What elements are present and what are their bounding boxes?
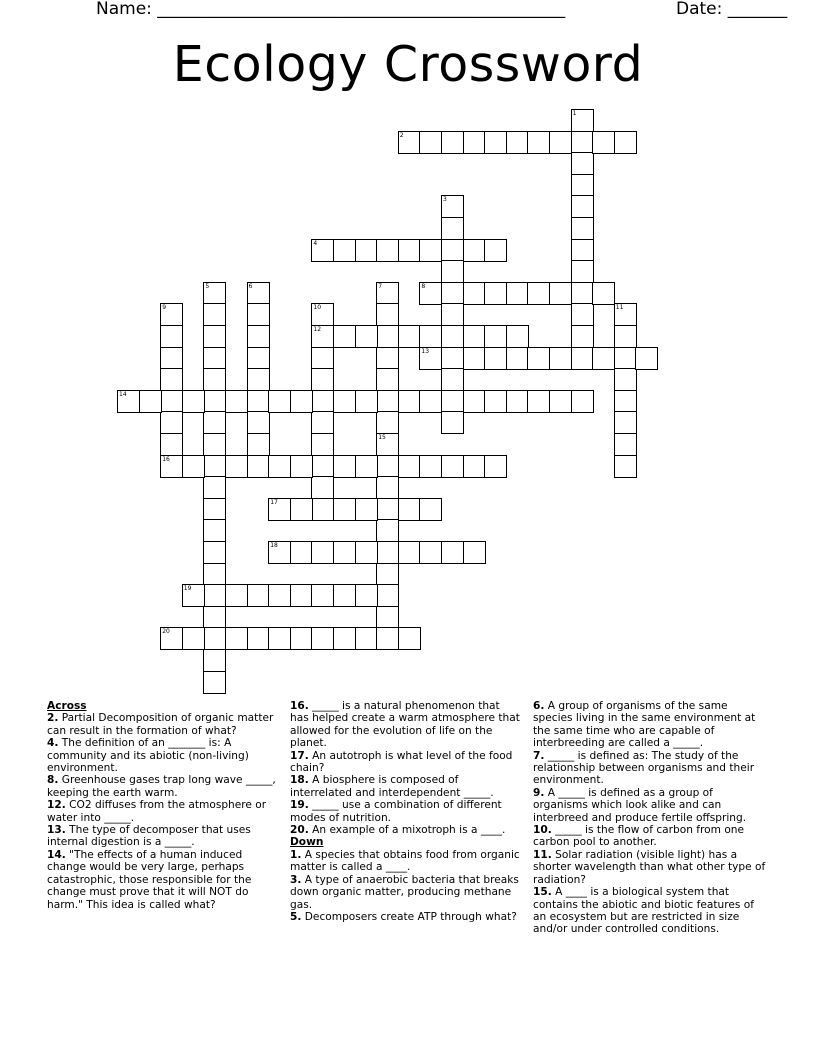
grid-cell[interactable] bbox=[527, 390, 550, 413]
clue-text: A type of anaerobic bacteria that breaks down organic matter, producing methane gas. bbox=[290, 873, 519, 911]
grid-cell[interactable] bbox=[398, 390, 421, 413]
grid-cell[interactable] bbox=[290, 541, 313, 564]
grid-cell[interactable] bbox=[311, 325, 334, 348]
grid-cell[interactable] bbox=[247, 584, 270, 607]
grid-cell[interactable] bbox=[571, 260, 594, 283]
grid-cell[interactable] bbox=[376, 563, 399, 586]
grid-cell[interactable] bbox=[441, 411, 464, 434]
grid-cell[interactable] bbox=[160, 433, 183, 456]
clue-column-1 bbox=[47, 700, 279, 911]
clue-number: 5. bbox=[290, 910, 302, 923]
grid-cell[interactable] bbox=[376, 282, 399, 305]
grid-cell[interactable] bbox=[376, 498, 399, 521]
grid-cell[interactable] bbox=[571, 174, 594, 197]
grid-cell[interactable] bbox=[441, 131, 464, 154]
clue-number-label: 11 bbox=[615, 304, 624, 312]
grid-cell[interactable] bbox=[484, 325, 507, 348]
grid-cell[interactable] bbox=[225, 627, 248, 650]
clue-number-label: 13 bbox=[421, 347, 430, 355]
grid-cell[interactable] bbox=[333, 627, 356, 650]
clue-number: 13. bbox=[47, 824, 66, 837]
grid-cell[interactable] bbox=[441, 239, 464, 262]
grid-cell[interactable] bbox=[290, 455, 313, 478]
clue-number: 19. bbox=[290, 799, 309, 812]
grid-cell[interactable] bbox=[247, 411, 270, 434]
clue-number: 9. bbox=[533, 786, 545, 799]
grid-cell[interactable] bbox=[419, 455, 442, 478]
clue-text: The type of decomposer that uses internal digestion is a _____. bbox=[47, 824, 251, 849]
down-heading: Down bbox=[290, 836, 324, 849]
grid-cell[interactable] bbox=[203, 476, 226, 499]
grid-cell[interactable] bbox=[355, 390, 378, 413]
grid-cell[interactable] bbox=[203, 303, 226, 326]
clue-text: A biosphere is composed of interrelated and interdependent _____. bbox=[290, 774, 494, 799]
grid-cell[interactable] bbox=[484, 347, 507, 370]
grid-cell[interactable] bbox=[268, 455, 291, 478]
grid-cell[interactable] bbox=[419, 347, 442, 370]
page-title: Ecology Crossword bbox=[172, 36, 644, 93]
clue-number: 2. bbox=[47, 712, 59, 725]
grid-cell[interactable] bbox=[376, 519, 399, 542]
grid-cell[interactable] bbox=[247, 455, 270, 478]
clue-number: 16. bbox=[290, 700, 309, 712]
clue-item bbox=[290, 911, 520, 923]
grid-cell[interactable] bbox=[376, 627, 399, 650]
grid-cell[interactable] bbox=[139, 390, 162, 413]
grid-cell[interactable] bbox=[203, 325, 226, 348]
clue-number: 6. bbox=[533, 700, 545, 712]
name-field-label: Name: ________________________________________________ bbox=[96, 0, 566, 19]
grid-cell[interactable] bbox=[160, 325, 183, 348]
grid-cell[interactable] bbox=[160, 411, 183, 434]
clue-text: The definition of an _______ is: A community and its abiotic (non-living) environment. bbox=[47, 737, 249, 775]
grid-cell[interactable] bbox=[549, 282, 572, 305]
grid-cell[interactable] bbox=[247, 325, 270, 348]
grid-cell[interactable] bbox=[355, 541, 378, 564]
grid-cell[interactable] bbox=[419, 390, 442, 413]
grid-cell[interactable] bbox=[290, 498, 313, 521]
grid-cell[interactable] bbox=[441, 282, 464, 305]
grid-cell[interactable] bbox=[311, 390, 334, 413]
clue-number-label: 3 bbox=[443, 196, 447, 204]
grid-cell[interactable] bbox=[419, 541, 442, 564]
clue-item bbox=[533, 700, 769, 750]
grid-cell[interactable] bbox=[441, 303, 464, 326]
grid-cell[interactable] bbox=[398, 455, 421, 478]
grid-cell[interactable] bbox=[290, 584, 313, 607]
grid-cell[interactable] bbox=[463, 282, 486, 305]
grid-cell[interactable] bbox=[592, 282, 615, 305]
grid-cell[interactable] bbox=[182, 627, 205, 650]
grid-cell[interactable] bbox=[398, 239, 421, 262]
grid-cell[interactable] bbox=[549, 131, 572, 154]
grid-cell[interactable] bbox=[463, 390, 486, 413]
grid-cell[interactable] bbox=[203, 606, 226, 629]
clue-number: 7. bbox=[533, 749, 545, 762]
clue-item bbox=[290, 799, 520, 824]
grid-cell[interactable] bbox=[160, 627, 183, 650]
grid-cell[interactable] bbox=[160, 303, 183, 326]
clue-number-label: 17 bbox=[270, 498, 278, 506]
grid-cell[interactable] bbox=[484, 282, 507, 305]
grid-cell[interactable] bbox=[311, 584, 334, 607]
grid-cell[interactable] bbox=[484, 455, 507, 478]
grid-cell[interactable] bbox=[311, 627, 334, 650]
grid-cell[interactable] bbox=[484, 131, 507, 154]
clue-item bbox=[47, 737, 279, 774]
clue-number: 15. bbox=[533, 886, 552, 899]
grid-cell[interactable] bbox=[441, 541, 464, 564]
grid-cell[interactable] bbox=[376, 390, 399, 413]
clue-item bbox=[533, 849, 769, 886]
grid-cell[interactable] bbox=[549, 347, 572, 370]
grid-cell[interactable] bbox=[311, 476, 334, 499]
grid-cell[interactable] bbox=[614, 433, 637, 456]
date-field-label: Date: _______ bbox=[676, 0, 788, 19]
grid-cell[interactable] bbox=[376, 347, 399, 370]
grid-cell[interactable] bbox=[398, 541, 421, 564]
grid-cell[interactable] bbox=[268, 390, 291, 413]
grid-cell[interactable] bbox=[355, 239, 378, 262]
grid-cell[interactable] bbox=[247, 347, 270, 370]
clue-text: Greenhouse gases trap long wave _____, keeping the earth warm. bbox=[47, 774, 276, 799]
clue-text: _____ is the flow of carbon from one carbon pool to another. bbox=[533, 824, 745, 849]
clue-number: 1. bbox=[290, 848, 302, 861]
clue-number-label: 19 bbox=[183, 585, 192, 593]
grid-cell[interactable] bbox=[441, 347, 464, 370]
grid-cell[interactable] bbox=[311, 498, 334, 521]
clue-number: 8. bbox=[47, 774, 59, 787]
clue-text: An autotroph is what level of the food chain? bbox=[290, 749, 513, 775]
grid-cell[interactable] bbox=[614, 368, 637, 391]
grid-cell[interactable] bbox=[635, 347, 658, 370]
clue-column-3 bbox=[533, 700, 769, 936]
grid-cell[interactable] bbox=[182, 390, 205, 413]
grid-cell[interactable] bbox=[419, 239, 442, 262]
grid-cell[interactable] bbox=[376, 584, 399, 607]
grid-cell[interactable] bbox=[527, 131, 550, 154]
grid-cell[interactable] bbox=[182, 584, 205, 607]
grid-cell[interactable] bbox=[160, 390, 183, 413]
grid-cell[interactable] bbox=[527, 282, 550, 305]
clue-number: 4. bbox=[47, 737, 59, 750]
grid-cell[interactable] bbox=[419, 325, 442, 348]
grid-cell[interactable] bbox=[203, 498, 226, 521]
grid-cell[interactable] bbox=[571, 239, 594, 262]
clue-item bbox=[47, 712, 279, 737]
grid-cell[interactable] bbox=[419, 282, 442, 305]
clue-text: A species that obtains food from organic matter is called a ____. bbox=[290, 848, 520, 874]
grid-cell[interactable] bbox=[333, 498, 356, 521]
grid-cell[interactable] bbox=[203, 433, 226, 456]
clue-text: A group of organisms of the same species living in the same environment at the same time who are capable of interbreeding are called a _____. bbox=[533, 700, 756, 750]
clue-text: A ____ is a biological system that contains the abiotic and biotic features of an ecosystem but are restricted in size and/or under controlled conditions. bbox=[533, 886, 754, 936]
grid-cell[interactable] bbox=[398, 627, 421, 650]
grid-cell[interactable] bbox=[592, 347, 615, 370]
clue-item bbox=[47, 824, 279, 849]
grid-cell[interactable] bbox=[311, 368, 334, 391]
clue-item bbox=[290, 824, 520, 836]
clue-number: 17. bbox=[290, 749, 309, 762]
grid-cell[interactable] bbox=[506, 347, 529, 370]
grid-cell[interactable] bbox=[182, 455, 205, 478]
clue-number-label: 16 bbox=[162, 455, 170, 463]
clue-number-label: 12 bbox=[313, 326, 322, 333]
grid-cell[interactable] bbox=[290, 627, 313, 650]
grid-cell[interactable] bbox=[311, 303, 334, 326]
grid-cell[interactable] bbox=[311, 411, 334, 434]
grid-cell[interactable] bbox=[376, 606, 399, 629]
clue-text: Decomposers create ATP through what? bbox=[301, 910, 517, 923]
grid-cell[interactable] bbox=[203, 671, 226, 694]
clue-number: 3. bbox=[290, 873, 302, 886]
grid-cell[interactable] bbox=[117, 390, 140, 413]
grid-cell[interactable] bbox=[160, 368, 183, 391]
grid-cell[interactable] bbox=[355, 455, 378, 478]
clue-item bbox=[533, 824, 769, 849]
grid-cell[interactable] bbox=[441, 368, 464, 391]
grid-cell[interactable] bbox=[571, 195, 594, 218]
clue-number: 20. bbox=[290, 824, 309, 837]
clue-number-label: 18 bbox=[270, 542, 278, 549]
grid-cell[interactable] bbox=[571, 109, 594, 132]
clue-item bbox=[533, 787, 769, 824]
grid-cell[interactable] bbox=[398, 131, 421, 154]
grid-cell[interactable] bbox=[419, 131, 442, 154]
grid-cell[interactable] bbox=[311, 455, 334, 478]
grid-cell[interactable] bbox=[333, 541, 356, 564]
clue-number-label: 8 bbox=[421, 282, 426, 290]
grid-cell[interactable] bbox=[549, 390, 572, 413]
clue-number-label: 15 bbox=[378, 434, 386, 441]
grid-cell[interactable] bbox=[203, 411, 226, 434]
grid-cell[interactable] bbox=[398, 325, 421, 348]
grid-cell[interactable] bbox=[441, 217, 464, 240]
grid-cell[interactable] bbox=[376, 239, 399, 262]
clue-item bbox=[47, 774, 279, 799]
grid-cell[interactable] bbox=[247, 282, 270, 305]
grid-cell[interactable] bbox=[571, 390, 594, 413]
grid-cell[interactable] bbox=[484, 390, 507, 413]
grid-cell[interactable] bbox=[506, 131, 529, 154]
grid-cell[interactable] bbox=[614, 347, 637, 370]
grid-cell[interactable] bbox=[441, 325, 464, 348]
grid-cell[interactable] bbox=[484, 239, 507, 262]
grid-cell[interactable] bbox=[203, 563, 226, 586]
clue-text: Solar radiation (visible light) has a shorter wavelength than what other type of radiation? bbox=[533, 848, 766, 886]
grid-cell[interactable] bbox=[225, 390, 248, 413]
clue-number-label: 9 bbox=[162, 304, 167, 312]
grid-cell[interactable] bbox=[268, 584, 291, 607]
grid-cell[interactable] bbox=[203, 627, 226, 650]
across-heading: Across bbox=[47, 700, 87, 712]
grid-cell[interactable] bbox=[441, 455, 464, 478]
clue-number-label: 1 bbox=[572, 110, 577, 117]
grid-cell[interactable] bbox=[376, 455, 399, 478]
clue-item bbox=[290, 849, 520, 874]
grid-cell[interactable] bbox=[355, 584, 378, 607]
clue-item bbox=[47, 849, 279, 911]
grid-cell[interactable] bbox=[441, 390, 464, 413]
grid-cell[interactable] bbox=[355, 627, 378, 650]
clue-item bbox=[290, 774, 520, 799]
grid-cell[interactable] bbox=[463, 347, 486, 370]
grid-cell[interactable] bbox=[225, 455, 248, 478]
grid-cell[interactable] bbox=[311, 347, 334, 370]
clue-number-label: 6 bbox=[248, 282, 253, 290]
grid-cell[interactable] bbox=[527, 347, 550, 370]
grid-cell[interactable] bbox=[376, 325, 399, 348]
grid-cell[interactable] bbox=[160, 455, 183, 478]
grid-cell[interactable] bbox=[247, 433, 270, 456]
clue-text: An example of a mixotroph is a ____. bbox=[308, 824, 506, 837]
grid-cell[interactable] bbox=[506, 282, 529, 305]
clue-number-label: 14 bbox=[119, 390, 127, 398]
clue-item bbox=[533, 750, 769, 787]
grid-cell[interactable] bbox=[592, 131, 615, 154]
grid-cell[interactable] bbox=[571, 282, 594, 305]
grid-cell[interactable] bbox=[311, 433, 334, 456]
grid-cell[interactable] bbox=[203, 541, 226, 564]
grid-cell[interactable] bbox=[376, 411, 399, 434]
grid-cell[interactable] bbox=[160, 347, 183, 370]
grid-cell[interactable] bbox=[614, 325, 637, 348]
grid-cell[interactable] bbox=[311, 541, 334, 564]
grid-cell[interactable] bbox=[203, 519, 226, 542]
grid-cell[interactable] bbox=[333, 390, 356, 413]
grid-cell[interactable] bbox=[355, 498, 378, 521]
clue-text: _____ is a natural phenomenon that has helped create a warm atmosphere that allowed for the evolution of life on the planet. bbox=[290, 700, 520, 750]
clue-column-2 bbox=[290, 700, 520, 923]
grid-cell[interactable] bbox=[203, 584, 226, 607]
grid-cell[interactable] bbox=[268, 498, 291, 521]
grid-cell[interactable] bbox=[571, 152, 594, 175]
grid-cell[interactable] bbox=[203, 649, 226, 672]
grid-cell[interactable] bbox=[290, 390, 313, 413]
grid-cell[interactable] bbox=[463, 541, 486, 564]
grid-cell[interactable] bbox=[203, 368, 226, 391]
grid-cell[interactable] bbox=[614, 131, 637, 154]
grid-cell[interactable] bbox=[333, 455, 356, 478]
clue-number-label: 20 bbox=[162, 628, 170, 636]
grid-cell[interactable] bbox=[506, 390, 529, 413]
grid-cell[interactable] bbox=[441, 260, 464, 283]
grid-cell[interactable] bbox=[614, 390, 637, 413]
clue-item bbox=[290, 750, 520, 775]
grid-cell[interactable] bbox=[506, 325, 529, 348]
grid-cell[interactable] bbox=[355, 325, 378, 348]
grid-cell[interactable] bbox=[463, 239, 486, 262]
grid-cell[interactable] bbox=[376, 476, 399, 499]
grid-cell[interactable] bbox=[333, 325, 356, 348]
grid-cell[interactable] bbox=[571, 217, 594, 240]
clue-item bbox=[290, 700, 520, 750]
clue-text: CO2 diffuses from the atmosphere or water into _____. bbox=[47, 799, 267, 824]
grid-cell[interactable] bbox=[203, 390, 226, 413]
grid-cell[interactable] bbox=[203, 455, 226, 478]
clue-text: _____ use a combination of different modes of nutrition. bbox=[290, 799, 502, 824]
grid-cell[interactable] bbox=[463, 455, 486, 478]
clue-number: 11. bbox=[533, 848, 552, 861]
grid-cell[interactable] bbox=[247, 627, 270, 650]
grid-cell[interactable] bbox=[247, 303, 270, 326]
clue-number-label: 2 bbox=[399, 131, 404, 139]
clue-text: _____ is defined as: The study of the relationship between organisms and their environment. bbox=[533, 749, 755, 787]
grid-cell[interactable] bbox=[463, 131, 486, 154]
grid-cell[interactable] bbox=[333, 239, 356, 262]
grid-cell[interactable] bbox=[247, 368, 270, 391]
grid-cell[interactable] bbox=[268, 541, 291, 564]
grid-cell[interactable] bbox=[376, 541, 399, 564]
clue-text: "The effects of a human induced change would be very large, perhaps catastrophic, those responsible for the change must prove that it will NOT do harm." This idea is called what? bbox=[47, 848, 252, 911]
grid-cell[interactable] bbox=[225, 584, 248, 607]
clue-number-label: 4 bbox=[313, 239, 318, 247]
clue-number: 14. bbox=[47, 848, 66, 861]
grid-cell[interactable] bbox=[203, 282, 226, 305]
clue-number: 12. bbox=[47, 799, 66, 812]
grid-cell[interactable] bbox=[571, 347, 594, 370]
grid-cell[interactable] bbox=[203, 347, 226, 370]
clue-item bbox=[47, 799, 279, 824]
clue-item bbox=[533, 886, 769, 936]
grid-cell[interactable] bbox=[398, 498, 421, 521]
clue-item bbox=[290, 874, 520, 911]
grid-cell[interactable] bbox=[268, 627, 291, 650]
clue-text: A _____ is defined as a group of organisms which look alike and can interbreed and produce fertile offspring. bbox=[533, 786, 747, 824]
grid-cell[interactable] bbox=[376, 368, 399, 391]
grid-cell[interactable] bbox=[247, 390, 270, 413]
clue-number-label: 5 bbox=[205, 282, 210, 290]
grid-cell[interactable] bbox=[571, 131, 594, 154]
clue-number: 18. bbox=[290, 774, 309, 787]
clue-text: Partial Decomposition of organic matter can result in the formation of what? bbox=[47, 712, 274, 737]
clue-number: 10. bbox=[533, 824, 552, 837]
grid-cell[interactable] bbox=[441, 195, 464, 218]
grid-cell[interactable] bbox=[333, 584, 356, 607]
grid-cell[interactable] bbox=[463, 325, 486, 348]
grid-cell[interactable] bbox=[419, 498, 442, 521]
grid-cell[interactable] bbox=[614, 303, 637, 326]
grid-cell[interactable] bbox=[376, 303, 399, 326]
clue-number-label: 10 bbox=[313, 304, 322, 312]
grid-cell[interactable] bbox=[376, 433, 399, 456]
grid-cell[interactable] bbox=[614, 411, 637, 434]
grid-cell[interactable] bbox=[311, 239, 334, 262]
clue-number-label: 7 bbox=[378, 282, 383, 290]
grid-cell[interactable] bbox=[571, 325, 594, 348]
grid-cell[interactable] bbox=[614, 455, 637, 478]
grid-cell[interactable] bbox=[571, 303, 594, 326]
